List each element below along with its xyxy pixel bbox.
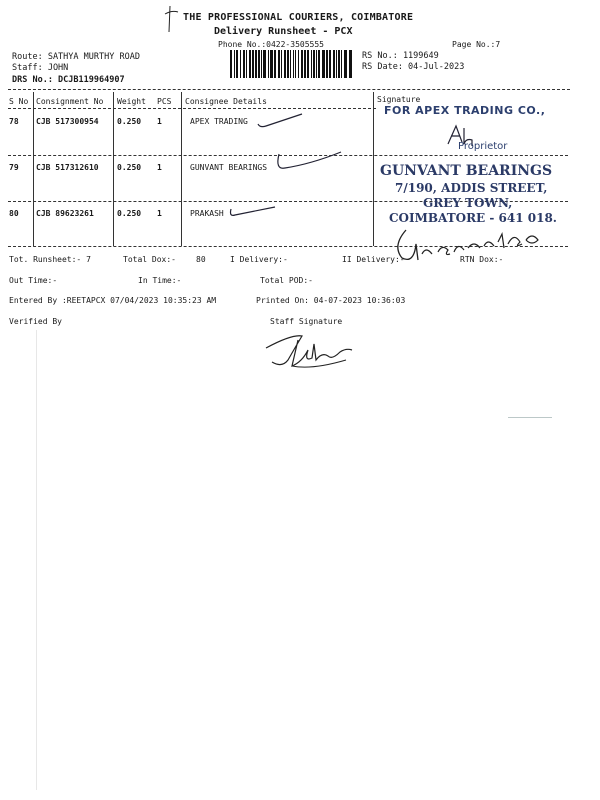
barcode-bar — [249, 50, 251, 78]
barcode-bar — [336, 50, 337, 78]
barcode-bar — [313, 50, 315, 78]
row-pcs: 1 — [157, 117, 162, 126]
barcode-bar — [307, 50, 309, 78]
column-header: S No — [9, 97, 29, 106]
gunvant-stamp-address: GREY TOWN, — [423, 196, 513, 210]
staff-signature-label: Staff Signature — [270, 317, 343, 326]
barcode-bar — [326, 50, 328, 78]
total-runsheet: Tot. Runsheet:- 7 — [9, 255, 91, 264]
barcode-bar — [258, 50, 260, 78]
scan-artifact — [508, 417, 552, 418]
barcode-bar — [290, 50, 291, 78]
second-delivery: II Delivery:- — [342, 255, 405, 264]
total-pod: Total POD:- — [260, 276, 313, 285]
barcode-bar — [329, 50, 331, 78]
barcode-bar — [304, 50, 306, 78]
row-consignee: PRAKASH — [190, 209, 224, 218]
total-dox-value: 80 — [196, 255, 206, 264]
column-header: PCS — [157, 97, 172, 106]
scan-artifact — [36, 330, 37, 790]
return-dox: RTN Dox:- — [460, 255, 504, 264]
row-consignment: CJB 517312610 — [36, 163, 99, 172]
entered-by: Entered By :REETAPCX 07/04/2023 10:35:23 AM — [9, 296, 217, 305]
column-header: Consignee Details — [185, 97, 267, 106]
row-pcs: 1 — [157, 209, 162, 218]
barcode-bar — [287, 50, 289, 78]
barcode-bar — [344, 50, 347, 78]
row-sno: 79 — [9, 163, 19, 172]
gunvant-stamp-address: 7/190, ADDIS STREET, — [395, 181, 548, 195]
printed-on: Printed On: 04-07-2023 10:36:03 — [256, 296, 406, 305]
barcode-bar — [263, 50, 266, 78]
barcode-bar — [341, 50, 342, 78]
phone-number: Phone No.:0422-3505555 — [218, 40, 324, 49]
barcode-bar — [333, 50, 335, 78]
verified-by: Verified By — [9, 317, 62, 326]
barcode-bar — [278, 50, 280, 78]
delivery-tick-mark — [229, 205, 279, 221]
gunvant-stamp-address: COIMBATORE - 641 018. — [389, 211, 557, 225]
barcode-bar — [349, 50, 352, 78]
barcode-bar — [322, 50, 325, 78]
barcode-bar — [268, 50, 269, 78]
barcode-bar — [311, 50, 312, 78]
first-delivery: I Delivery:- — [230, 255, 288, 264]
table-header-rule — [8, 108, 376, 109]
apex-stamp-role: Proprietor — [458, 141, 508, 152]
barcode-bar — [255, 50, 257, 78]
barcode-bar — [316, 50, 317, 78]
column-divider — [181, 92, 182, 246]
handwritten-mark — [164, 4, 184, 34]
column-divider — [113, 92, 114, 246]
column-divider — [33, 92, 34, 246]
barcode-bar — [318, 50, 320, 78]
row-consignee: APEX TRADING — [190, 117, 248, 126]
in-time: In Time:- — [138, 276, 182, 285]
apex-stamp: FOR APEX TRADING CO., — [384, 104, 546, 117]
company-name: THE PROFESSIONAL COURIERS, COIMBATORE — [183, 12, 414, 23]
barcode-bar — [261, 50, 262, 78]
barcode-bar — [301, 50, 303, 78]
total-dox-label: Total Dox:- — [123, 255, 176, 264]
column-header: Consignment No — [36, 97, 104, 106]
barcode — [230, 50, 356, 78]
column-header: Signature — [377, 95, 421, 104]
barcode-bar — [281, 50, 282, 78]
row-consignment: CJB 517300954 — [36, 117, 99, 126]
drs-number: DRS No.: DCJB119964907 — [12, 75, 125, 85]
out-time: Out Time:- — [9, 276, 58, 285]
row-weight: 0.250 — [117, 209, 142, 218]
barcode-bar — [240, 50, 241, 78]
barcode-bar — [234, 50, 235, 78]
barcode-bar — [230, 50, 232, 78]
gunvant-stamp: GUNVANT BEARINGS — [380, 163, 553, 179]
rs-number: RS No.: 1199649 — [362, 51, 439, 61]
barcode-bar — [236, 50, 238, 78]
row-sno: 78 — [9, 117, 19, 126]
row-weight: 0.250 — [117, 117, 142, 126]
barcode-bar — [274, 50, 276, 78]
row-consignment: CJB 89623261 — [36, 209, 94, 218]
route-field: Route: SATHYA MURTHY ROAD — [12, 52, 140, 62]
barcode-bar — [338, 50, 340, 78]
barcode-bar — [252, 50, 254, 78]
barcode-bar — [243, 50, 245, 78]
column-divider — [373, 92, 374, 246]
barcode-bar — [270, 50, 273, 78]
delivery-tick-mark — [256, 112, 306, 132]
barcode-bar — [246, 50, 247, 78]
row-weight: 0.250 — [117, 163, 142, 172]
row-sno: 80 — [9, 209, 19, 218]
column-header: Weight — [117, 97, 146, 106]
staff-field: Staff: JOHN — [12, 63, 69, 73]
barcode-bar — [284, 50, 286, 78]
barcode-bar — [295, 50, 296, 78]
row-pcs: 1 — [157, 163, 162, 172]
page-number: Page No.:7 — [452, 40, 501, 49]
table-top-rule — [8, 89, 570, 90]
row-consignee: GUNVANT BEARINGS — [190, 163, 268, 172]
delivery-tick-mark — [275, 150, 345, 176]
document-title: Delivery Runsheet - PCX — [214, 26, 353, 37]
rs-date: RS Date: 04-Jul-2023 — [362, 62, 465, 72]
barcode-bar — [298, 50, 299, 78]
staff-signature — [262, 326, 362, 371]
barcode-bar — [293, 50, 294, 78]
